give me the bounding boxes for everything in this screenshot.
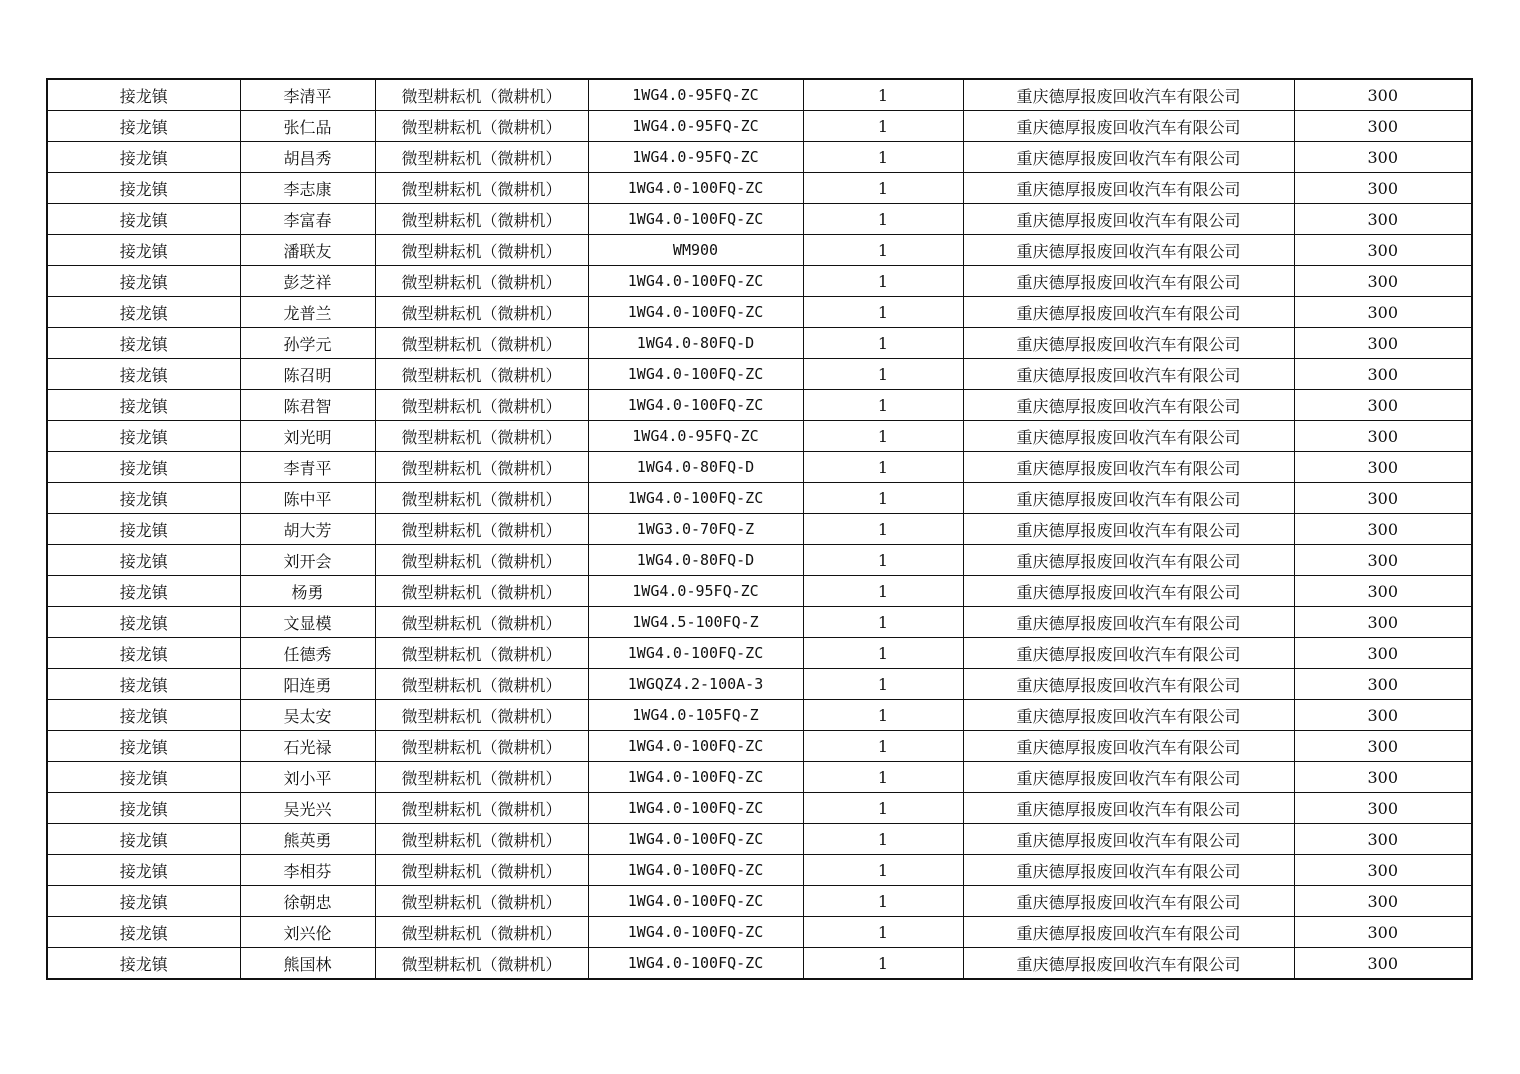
machine-type-cell: 微型耕耘机（微耕机） — [375, 669, 588, 700]
model-cell: 1WG4.0-95FQ-ZC — [588, 142, 803, 173]
company-cell: 重庆德厚报废回收汽车有限公司 — [963, 390, 1294, 421]
machine-type-cell: 微型耕耘机（微耕机） — [375, 824, 588, 855]
amount-cell: 300 — [1294, 824, 1472, 855]
amount-cell: 300 — [1294, 669, 1472, 700]
company-cell: 重庆德厚报废回收汽车有限公司 — [963, 79, 1294, 111]
model-cell: 1WG4.0-95FQ-ZC — [588, 421, 803, 452]
company-cell: 重庆德厚报废回收汽车有限公司 — [963, 917, 1294, 948]
town-cell: 接龙镇 — [47, 700, 240, 731]
company-cell: 重庆德厚报废回收汽车有限公司 — [963, 948, 1294, 980]
table-body — [47, 79, 1472, 979]
model-cell: 1WG4.0-80FQ-D — [588, 328, 803, 359]
machine-type-cell: 微型耕耘机（微耕机） — [375, 483, 588, 514]
name-cell: 潘联友 — [240, 235, 375, 266]
table-row — [47, 762, 1472, 793]
company-cell: 重庆德厚报废回收汽车有限公司 — [963, 111, 1294, 142]
quantity-cell: 1 — [803, 235, 963, 266]
town-cell: 接龙镇 — [47, 483, 240, 514]
amount-cell: 300 — [1294, 390, 1472, 421]
town-cell: 接龙镇 — [47, 576, 240, 607]
amount-cell: 300 — [1294, 142, 1472, 173]
amount-cell: 300 — [1294, 421, 1472, 452]
model-cell: 1WG4.0-100FQ-ZC — [588, 762, 803, 793]
machine-type-cell: 微型耕耘机（微耕机） — [375, 204, 588, 235]
amount-cell: 300 — [1294, 731, 1472, 762]
table-row — [47, 731, 1472, 762]
name-cell: 徐朝忠 — [240, 886, 375, 917]
town-cell: 接龙镇 — [47, 545, 240, 576]
machine-type-cell: 微型耕耘机（微耕机） — [375, 142, 588, 173]
amount-cell: 300 — [1294, 545, 1472, 576]
amount-cell: 300 — [1294, 917, 1472, 948]
model-cell: 1WG4.5-100FQ-Z — [588, 607, 803, 638]
table-row — [47, 297, 1472, 328]
quantity-cell: 1 — [803, 328, 963, 359]
amount-cell: 300 — [1294, 111, 1472, 142]
amount-cell: 300 — [1294, 235, 1472, 266]
name-cell: 胡昌秀 — [240, 142, 375, 173]
company-cell: 重庆德厚报废回收汽车有限公司 — [963, 452, 1294, 483]
town-cell: 接龙镇 — [47, 793, 240, 824]
town-cell: 接龙镇 — [47, 855, 240, 886]
town-cell: 接龙镇 — [47, 886, 240, 917]
name-cell: 刘光明 — [240, 421, 375, 452]
machine-type-cell: 微型耕耘机（微耕机） — [375, 359, 588, 390]
machine-type-cell: 微型耕耘机（微耕机） — [375, 545, 588, 576]
amount-cell: 300 — [1294, 79, 1472, 111]
quantity-cell: 1 — [803, 793, 963, 824]
name-cell: 李志康 — [240, 173, 375, 204]
name-cell: 陈君智 — [240, 390, 375, 421]
quantity-cell: 1 — [803, 421, 963, 452]
town-cell: 接龙镇 — [47, 514, 240, 545]
company-cell: 重庆德厚报废回收汽车有限公司 — [963, 359, 1294, 390]
name-cell: 刘兴伦 — [240, 917, 375, 948]
model-cell: 1WG4.0-100FQ-ZC — [588, 173, 803, 204]
model-cell: 1WGQZ4.2-100A-3 — [588, 669, 803, 700]
table-row — [47, 173, 1472, 204]
table-row — [47, 328, 1472, 359]
name-cell: 熊国林 — [240, 948, 375, 980]
machine-type-cell: 微型耕耘机（微耕机） — [375, 762, 588, 793]
name-cell: 陈中平 — [240, 483, 375, 514]
town-cell: 接龙镇 — [47, 638, 240, 669]
amount-cell: 300 — [1294, 173, 1472, 204]
company-cell: 重庆德厚报废回收汽车有限公司 — [963, 328, 1294, 359]
quantity-cell: 1 — [803, 111, 963, 142]
amount-cell: 300 — [1294, 266, 1472, 297]
table-row — [47, 793, 1472, 824]
name-cell: 孙学元 — [240, 328, 375, 359]
town-cell: 接龙镇 — [47, 204, 240, 235]
name-cell: 彭芝祥 — [240, 266, 375, 297]
quantity-cell: 1 — [803, 545, 963, 576]
machine-type-cell: 微型耕耘机（微耕机） — [375, 886, 588, 917]
quantity-cell: 1 — [803, 855, 963, 886]
town-cell: 接龙镇 — [47, 79, 240, 111]
company-cell: 重庆德厚报废回收汽车有限公司 — [963, 142, 1294, 173]
table-row — [47, 390, 1472, 421]
name-cell: 杨勇 — [240, 576, 375, 607]
machine-type-cell: 微型耕耘机（微耕机） — [375, 266, 588, 297]
amount-cell: 300 — [1294, 359, 1472, 390]
town-cell: 接龙镇 — [47, 390, 240, 421]
company-cell: 重庆德厚报废回收汽车有限公司 — [963, 731, 1294, 762]
table-row — [47, 421, 1472, 452]
name-cell: 李清平 — [240, 79, 375, 111]
quantity-cell: 1 — [803, 638, 963, 669]
table-row — [47, 669, 1472, 700]
machine-type-cell: 微型耕耘机（微耕机） — [375, 576, 588, 607]
amount-cell: 300 — [1294, 793, 1472, 824]
machine-type-cell: 微型耕耘机（微耕机） — [375, 638, 588, 669]
machine-type-cell: 微型耕耘机（微耕机） — [375, 79, 588, 111]
amount-cell: 300 — [1294, 483, 1472, 514]
model-cell: 1WG4.0-100FQ-ZC — [588, 731, 803, 762]
amount-cell: 300 — [1294, 948, 1472, 980]
quantity-cell: 1 — [803, 359, 963, 390]
model-cell: 1WG4.0-100FQ-ZC — [588, 886, 803, 917]
company-cell: 重庆德厚报废回收汽车有限公司 — [963, 886, 1294, 917]
table-row — [47, 483, 1472, 514]
quantity-cell: 1 — [803, 886, 963, 917]
quantity-cell: 1 — [803, 700, 963, 731]
table-row — [47, 638, 1472, 669]
amount-cell: 300 — [1294, 514, 1472, 545]
company-cell: 重庆德厚报废回收汽车有限公司 — [963, 762, 1294, 793]
machine-type-cell: 微型耕耘机（微耕机） — [375, 452, 588, 483]
company-cell: 重庆德厚报废回收汽车有限公司 — [963, 793, 1294, 824]
machine-type-cell: 微型耕耘机（微耕机） — [375, 297, 588, 328]
name-cell: 石光禄 — [240, 731, 375, 762]
company-cell: 重庆德厚报废回收汽车有限公司 — [963, 576, 1294, 607]
table-row — [47, 948, 1472, 980]
quantity-cell: 1 — [803, 483, 963, 514]
name-cell: 陈召明 — [240, 359, 375, 390]
table-row — [47, 79, 1472, 111]
name-cell: 文显模 — [240, 607, 375, 638]
machine-type-cell: 微型耕耘机（微耕机） — [375, 607, 588, 638]
company-cell: 重庆德厚报废回收汽车有限公司 — [963, 421, 1294, 452]
model-cell: 1WG4.0-100FQ-ZC — [588, 638, 803, 669]
table-row — [47, 359, 1472, 390]
company-cell: 重庆德厚报废回收汽车有限公司 — [963, 514, 1294, 545]
town-cell: 接龙镇 — [47, 731, 240, 762]
machine-type-cell: 微型耕耘机（微耕机） — [375, 421, 588, 452]
model-cell: 1WG4.0-100FQ-ZC — [588, 359, 803, 390]
model-cell: 1WG3.0-70FQ-Z — [588, 514, 803, 545]
amount-cell: 300 — [1294, 204, 1472, 235]
name-cell: 吴光兴 — [240, 793, 375, 824]
model-cell: 1WG4.0-80FQ-D — [588, 545, 803, 576]
table-row — [47, 514, 1472, 545]
company-cell: 重庆德厚报废回收汽车有限公司 — [963, 669, 1294, 700]
table-row — [47, 452, 1472, 483]
quantity-cell: 1 — [803, 142, 963, 173]
town-cell: 接龙镇 — [47, 266, 240, 297]
company-cell: 重庆德厚报废回收汽车有限公司 — [963, 297, 1294, 328]
name-cell: 龙普兰 — [240, 297, 375, 328]
amount-cell: 300 — [1294, 638, 1472, 669]
name-cell: 阳连勇 — [240, 669, 375, 700]
company-cell: 重庆德厚报废回收汽车有限公司 — [963, 173, 1294, 204]
table-row — [47, 204, 1472, 235]
town-cell: 接龙镇 — [47, 328, 240, 359]
quantity-cell: 1 — [803, 173, 963, 204]
data-table — [46, 78, 1473, 980]
model-cell: 1WG4.0-100FQ-ZC — [588, 824, 803, 855]
town-cell: 接龙镇 — [47, 173, 240, 204]
town-cell: 接龙镇 — [47, 111, 240, 142]
quantity-cell: 1 — [803, 762, 963, 793]
quantity-cell: 1 — [803, 731, 963, 762]
model-cell: 1WG4.0-105FQ-Z — [588, 700, 803, 731]
company-cell: 重庆德厚报废回收汽车有限公司 — [963, 638, 1294, 669]
quantity-cell: 1 — [803, 824, 963, 855]
amount-cell: 300 — [1294, 886, 1472, 917]
name-cell: 任德秀 — [240, 638, 375, 669]
name-cell: 胡大芳 — [240, 514, 375, 545]
town-cell: 接龙镇 — [47, 297, 240, 328]
name-cell: 刘小平 — [240, 762, 375, 793]
table-row — [47, 700, 1472, 731]
town-cell: 接龙镇 — [47, 607, 240, 638]
company-cell: 重庆德厚报废回收汽车有限公司 — [963, 607, 1294, 638]
table-row — [47, 824, 1472, 855]
machine-type-cell: 微型耕耘机（微耕机） — [375, 700, 588, 731]
model-cell: 1WG4.0-100FQ-ZC — [588, 948, 803, 980]
town-cell: 接龙镇 — [47, 669, 240, 700]
town-cell: 接龙镇 — [47, 359, 240, 390]
quantity-cell: 1 — [803, 576, 963, 607]
model-cell: 1WG4.0-100FQ-ZC — [588, 204, 803, 235]
model-cell: 1WG4.0-100FQ-ZC — [588, 483, 803, 514]
model-cell: WM900 — [588, 235, 803, 266]
name-cell: 熊英勇 — [240, 824, 375, 855]
company-cell: 重庆德厚报废回收汽车有限公司 — [963, 700, 1294, 731]
amount-cell: 300 — [1294, 762, 1472, 793]
amount-cell: 300 — [1294, 576, 1472, 607]
model-cell: 1WG4.0-100FQ-ZC — [588, 917, 803, 948]
model-cell: 1WG4.0-95FQ-ZC — [588, 576, 803, 607]
machine-type-cell: 微型耕耘机（微耕机） — [375, 111, 588, 142]
town-cell: 接龙镇 — [47, 917, 240, 948]
machine-type-cell: 微型耕耘机（微耕机） — [375, 235, 588, 266]
amount-cell: 300 — [1294, 328, 1472, 359]
town-cell: 接龙镇 — [47, 142, 240, 173]
table-row — [47, 142, 1472, 173]
quantity-cell: 1 — [803, 917, 963, 948]
machine-type-cell: 微型耕耘机（微耕机） — [375, 917, 588, 948]
table-row — [47, 917, 1472, 948]
table-row — [47, 545, 1472, 576]
town-cell: 接龙镇 — [47, 421, 240, 452]
machine-type-cell: 微型耕耘机（微耕机） — [375, 390, 588, 421]
quantity-cell: 1 — [803, 948, 963, 980]
name-cell: 吴太安 — [240, 700, 375, 731]
model-cell: 1WG4.0-95FQ-ZC — [588, 79, 803, 111]
amount-cell: 300 — [1294, 855, 1472, 886]
company-cell: 重庆德厚报废回收汽车有限公司 — [963, 483, 1294, 514]
model-cell: 1WG4.0-80FQ-D — [588, 452, 803, 483]
town-cell: 接龙镇 — [47, 235, 240, 266]
company-cell: 重庆德厚报废回收汽车有限公司 — [963, 545, 1294, 576]
table-row — [47, 235, 1472, 266]
table-row — [47, 855, 1472, 886]
table-row — [47, 607, 1472, 638]
name-cell: 李青平 — [240, 452, 375, 483]
model-cell: 1WG4.0-100FQ-ZC — [588, 855, 803, 886]
model-cell: 1WG4.0-100FQ-ZC — [588, 390, 803, 421]
quantity-cell: 1 — [803, 669, 963, 700]
town-cell: 接龙镇 — [47, 948, 240, 980]
quantity-cell: 1 — [803, 297, 963, 328]
quantity-cell: 1 — [803, 390, 963, 421]
machine-type-cell: 微型耕耘机（微耕机） — [375, 731, 588, 762]
quantity-cell: 1 — [803, 204, 963, 235]
name-cell: 刘开会 — [240, 545, 375, 576]
amount-cell: 300 — [1294, 297, 1472, 328]
town-cell: 接龙镇 — [47, 762, 240, 793]
name-cell: 李富春 — [240, 204, 375, 235]
model-cell: 1WG4.0-100FQ-ZC — [588, 266, 803, 297]
amount-cell: 300 — [1294, 452, 1472, 483]
quantity-cell: 1 — [803, 266, 963, 297]
machine-type-cell: 微型耕耘机（微耕机） — [375, 514, 588, 545]
table-row — [47, 111, 1472, 142]
company-cell: 重庆德厚报废回收汽车有限公司 — [963, 824, 1294, 855]
quantity-cell: 1 — [803, 79, 963, 111]
name-cell: 张仁品 — [240, 111, 375, 142]
table-row — [47, 576, 1472, 607]
table-row — [47, 886, 1472, 917]
quantity-cell: 1 — [803, 607, 963, 638]
model-cell: 1WG4.0-100FQ-ZC — [588, 297, 803, 328]
quantity-cell: 1 — [803, 514, 963, 545]
machine-type-cell: 微型耕耘机（微耕机） — [375, 793, 588, 824]
machine-type-cell: 微型耕耘机（微耕机） — [375, 948, 588, 980]
model-cell: 1WG4.0-95FQ-ZC — [588, 111, 803, 142]
machine-type-cell: 微型耕耘机（微耕机） — [375, 328, 588, 359]
company-cell: 重庆德厚报废回收汽车有限公司 — [963, 266, 1294, 297]
table-row — [47, 266, 1472, 297]
model-cell: 1WG4.0-100FQ-ZC — [588, 793, 803, 824]
company-cell: 重庆德厚报废回收汽车有限公司 — [963, 855, 1294, 886]
town-cell: 接龙镇 — [47, 824, 240, 855]
town-cell: 接龙镇 — [47, 452, 240, 483]
machine-type-cell: 微型耕耘机（微耕机） — [375, 855, 588, 886]
quantity-cell: 1 — [803, 452, 963, 483]
company-cell: 重庆德厚报废回收汽车有限公司 — [963, 235, 1294, 266]
amount-cell: 300 — [1294, 700, 1472, 731]
name-cell: 李相芬 — [240, 855, 375, 886]
company-cell: 重庆德厚报废回收汽车有限公司 — [963, 204, 1294, 235]
machine-type-cell: 微型耕耘机（微耕机） — [375, 173, 588, 204]
amount-cell: 300 — [1294, 607, 1472, 638]
